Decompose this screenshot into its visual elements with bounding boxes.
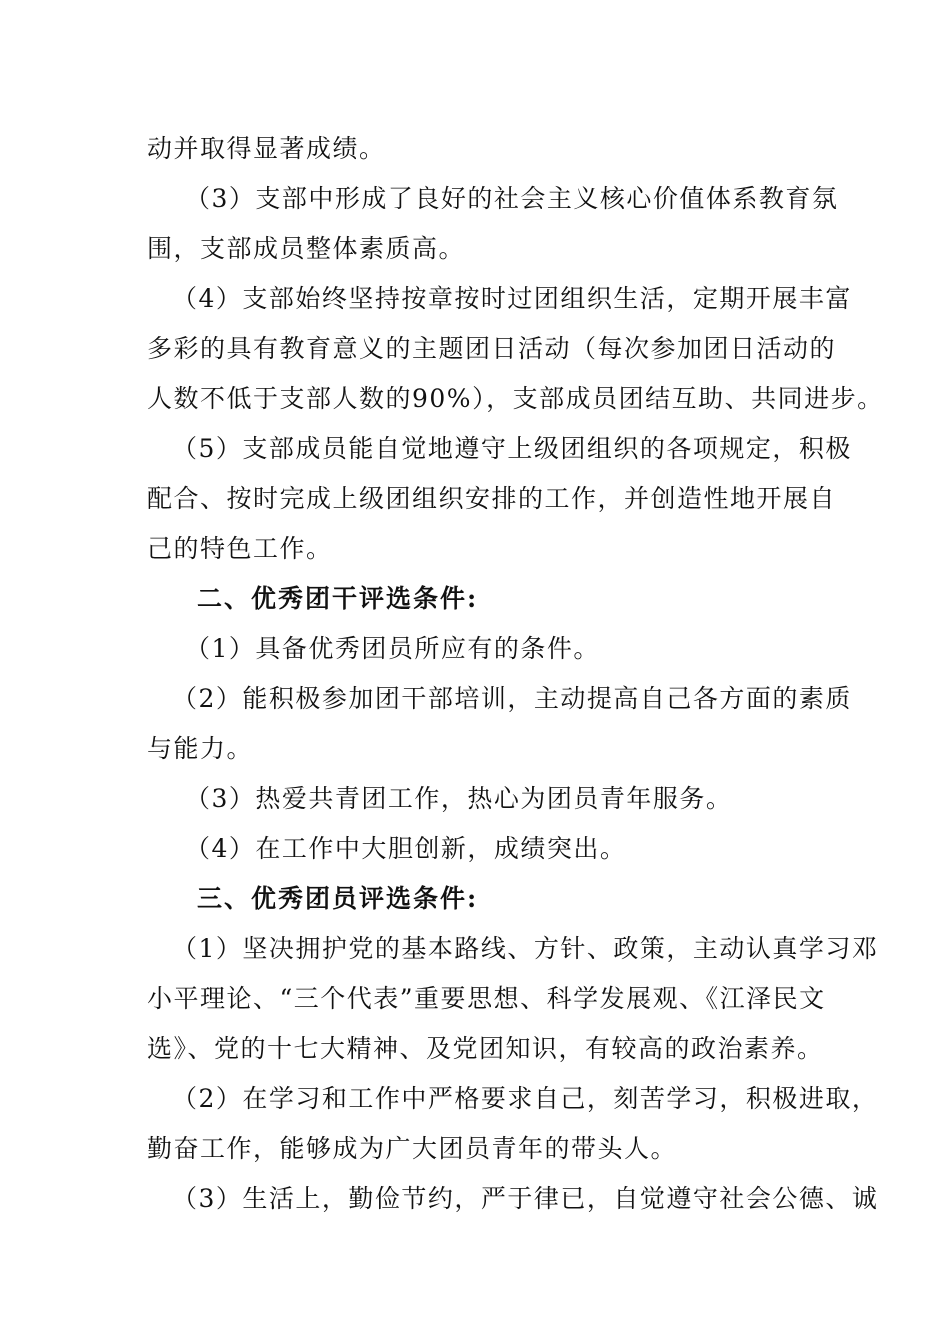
text-line: （5）支部成员能自觉地遵守上级团组织的各项规定，积极 (172, 434, 852, 463)
text-line: 小平理论、“三个代表”重要思想、科学发展观、《江泽民文 (147, 984, 826, 1013)
text-line: （1）具备优秀团员所应有的条件。 (185, 634, 600, 663)
text-line: 人数不低于支部人数的90%），支部成员团结互助、共同进步。 (147, 384, 884, 413)
text-line: 动并取得显著成绩。 (147, 134, 386, 163)
text-line: （2）能积极参加团干部培训，主动提高自己各方面的素质 (172, 684, 852, 713)
text-line: 配合、按时完成上级团组织安排的工作，并创造性地开展自 (147, 484, 837, 513)
text-line: 己的特色工作。 (147, 534, 333, 563)
text-line: 勤奋工作，能够成为广大团员青年的带头人。 (147, 1134, 678, 1163)
text-line: （3）生活上，勤俭节约，严于律已，自觉遵守社会公德、诚 (172, 1184, 879, 1213)
text-line: （2）在学习和工作中严格要求自己，刻苦学习，积极进取， (172, 1084, 879, 1113)
text-line: 围，支部成员整体素质高。 (147, 234, 466, 263)
text-line: （1）坚决拥护党的基本路线、方针、政策，主动认真学习邓 (172, 934, 879, 963)
section-heading: 三、优秀团员评选条件: (197, 884, 479, 913)
text-line: （3）热爱共青团工作，热心为团员青年服务。 (185, 784, 733, 813)
text-line: 多彩的具有教育意义的主题团日活动（每次参加团日活动的 (147, 334, 837, 363)
text-line: 选》、党的十七大精神、及党团知识，有较高的政治素养。 (147, 1034, 824, 1063)
text-line: （4）在工作中大胆创新，成绩突出。 (185, 834, 627, 863)
text-line: 与能力。 (147, 734, 254, 763)
text-line: （3）支部中形成了良好的社会主义核心价值体系教育氛 (185, 184, 839, 213)
section-heading: 二、优秀团干评选条件: (197, 584, 479, 613)
text-line: （4）支部始终坚持按章按时过团组织生活，定期开展丰富 (172, 284, 852, 313)
